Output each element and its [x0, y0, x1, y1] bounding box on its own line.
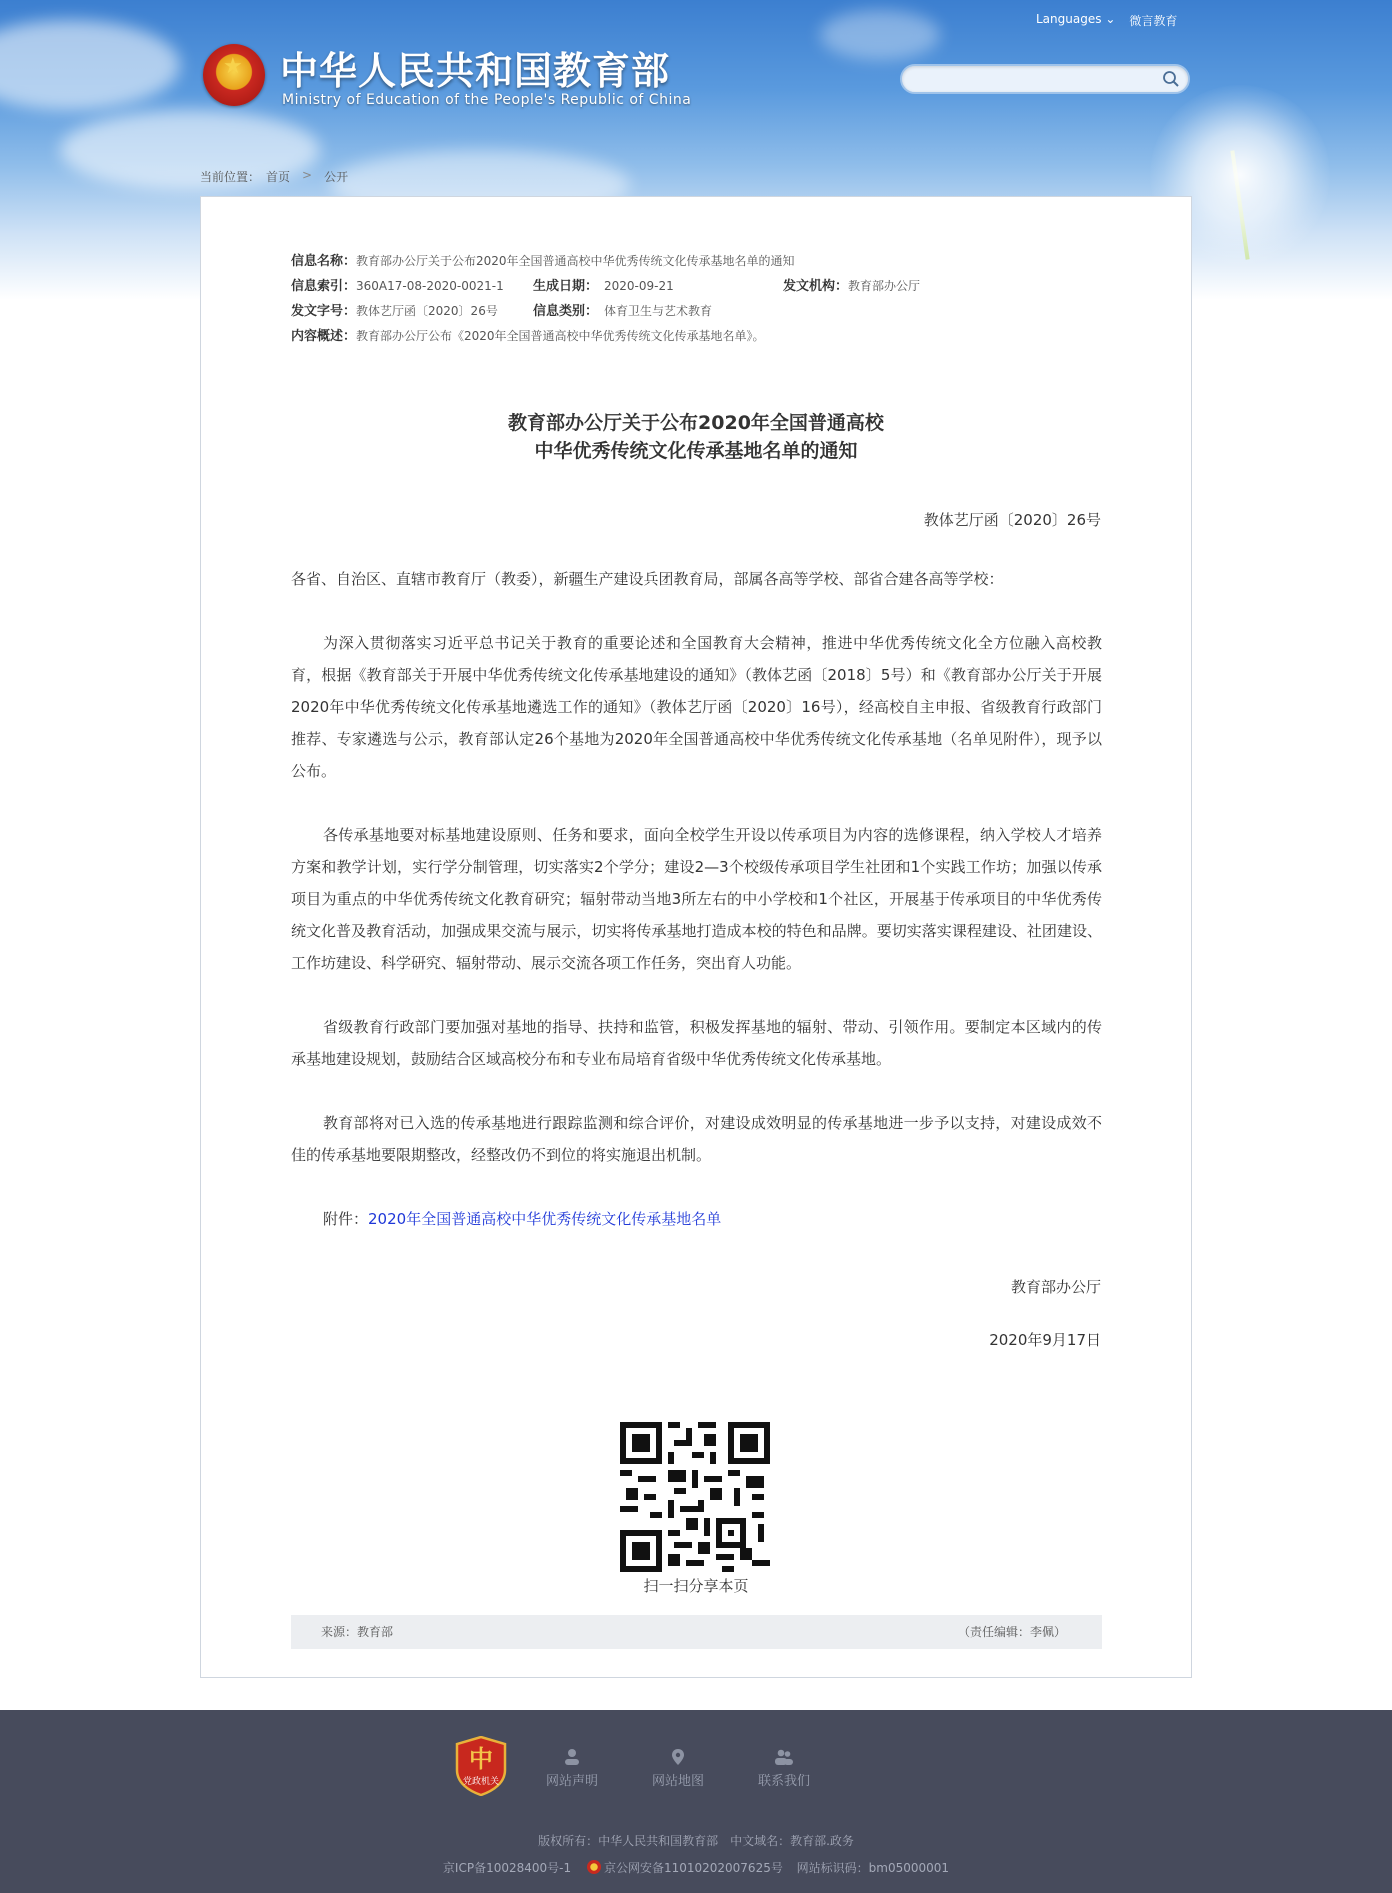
article-body: [291, 563, 1102, 1267]
signature: 教育部办公厅: [1010, 1278, 1101, 1296]
cloud-decoration: [820, 10, 940, 60]
police-badge-icon: [587, 1860, 601, 1874]
article-panel: [200, 196, 1192, 1678]
cloud-decoration: [0, 20, 180, 110]
attachment-link[interactable]: 2020年全国普通高校中华优秀传统文化传承基地名单: [368, 1210, 722, 1228]
chevron-right-icon: >: [302, 168, 313, 182]
qr-code: [620, 1422, 770, 1572]
article-title-line2: 中华优秀传统文化传承基地名单的通知: [534, 440, 858, 462]
site-subtitle: Ministry of Education of the People's Republic of China: [282, 92, 692, 108]
attachment-label: 附件：: [323, 1210, 369, 1228]
footer-link-label: 联系我们: [758, 1774, 811, 1789]
meta-issuer-value: 教育部办公厅: [848, 279, 921, 293]
top-links: [1036, 12, 1177, 29]
paragraph: 教育部将对已入选的传承基地进行跟踪监测和综合评价，对建设成效明显的传承基地进一步予以支持，对建设成效不佳的传承基地要限期整改，经整改仍不到位的将实施退出机制。: [291, 1114, 1102, 1164]
svg-text:中: 中: [469, 1745, 493, 1773]
meta-index-value: 360A17-08-2020-0021-1: [356, 279, 504, 293]
footer-link-label: 网站声明: [546, 1774, 599, 1789]
paragraph: 省级教育行政部门要加强对基地的指导、扶持和监管，积极发挥基地的辐射、带动、引领作用。要制定本区域内的传承基地建设规划，鼓励结合区域高校分布和专业布局培育省级中华优秀传统文化传承基地。: [291, 1018, 1102, 1068]
article-title: [201, 409, 1191, 465]
article-title-line1: 教育部办公厅关于公布2020年全国普通高校: [508, 412, 884, 434]
meta-date-value: 2020-09-21: [604, 279, 674, 293]
meta-category-label: 信息类别：: [533, 304, 599, 319]
breadcrumb-home[interactable]: 首页: [266, 170, 291, 184]
info-metadata: [291, 249, 1102, 349]
paragraph: 各传承基地要对标基地建设原则、任务和要求，面向全校学生开设以传承项目为内容的选修课程，纳入学校人才培养方案和教学计划，实行学分制管理，切实落实2个学分；建设2—3个校级传承项目学生社团和1个实践工作坊；加强以传承项目为重点的中华优秀传统文化教育研究；辐射带动当地3所左右的中小学校和1个社区，开展基于传承项目的中华优秀传统文化普及教育活动，加强成果交流与展示，切实将传承基地打造成本校的特色和品牌。要切实落实课程建设、社团建设、工作坊建设、科学研究、辐射带动、展示交流各项工作任务，突出育人功能。: [291, 826, 1102, 972]
site-footer: [0, 1710, 1392, 1893]
attachment: [291, 1203, 1102, 1235]
sign-date: 2020年9月17日: [989, 1331, 1101, 1349]
footer-link-sitemap[interactable]: [652, 1748, 704, 1789]
footer-link-label: 网站地图: [652, 1774, 705, 1789]
footer-link-statement[interactable]: [546, 1748, 598, 1789]
meta-index-label: 信息索引：: [291, 279, 357, 294]
contacts-icon: [775, 1748, 793, 1766]
footer-copyright: 版权所有：中华人民共和国教育部 中文域名：教育部.政务: [538, 1834, 854, 1848]
svg-text:党政机关: 党政机关: [462, 1777, 500, 1787]
paragraph: 为深入贯彻落实习近平总书记关于教育的重要论述和全国教育大会精神，推进中华优秀传统文化全方位融入高校教育，根据《教育部关于开展中华优秀传统文化传承基地建设的通知》（教体艺函〔2018〕5号）和《教育部办公厅关于开展2020年中华优秀传统文化传承基地遴选工作的通知》（教体艺厅函〔2020〕16号），经高校自主申报、省级教育行政部门推荐、专家遴选与公示，教育部认定26个基地为2020年全国普通高校中华优秀传统文化传承基地（名单见附件），现予以公布。: [291, 634, 1102, 780]
map-pin-icon: [669, 1748, 687, 1766]
languages-link[interactable]: Languages ⌄: [1036, 12, 1116, 26]
document-number: 教体艺厅函〔2020〕26号: [923, 511, 1101, 529]
footer-link-contact[interactable]: [758, 1748, 810, 1789]
police-record[interactable]: 京公网安备11010202007625号: [587, 1861, 783, 1875]
footer-registration: [0, 1859, 1392, 1876]
editor-label: （责任编辑：李佩）: [957, 1625, 1066, 1639]
meta-name-value: 教育部办公厅关于公布2020年全国普通高校中华优秀传统文化传承基地名单的通知: [356, 254, 795, 268]
search-box: [900, 64, 1190, 94]
national-emblem-icon: ★: [203, 44, 265, 106]
icp-link[interactable]: 京ICP备10028400号-1: [442, 1861, 572, 1875]
meta-name-label: 信息名称：: [291, 254, 357, 269]
chevron-down-icon: ⌄: [1105, 12, 1116, 26]
salutation: 各省、自治区、直辖市教育厅（教委），新疆生产建设兵团教育局，部属各高等学校、部省合建各高等学校：: [291, 570, 1004, 588]
breadcrumb: [200, 168, 348, 185]
breadcrumb-current[interactable]: 公开: [324, 170, 349, 184]
meta-summary-value: 教育部办公厅公布《2020年全国普通高校中华优秀传统文化传承基地名单》。: [356, 329, 765, 343]
source-bar: [291, 1615, 1102, 1649]
site-title[interactable]: 中华人民共和国教育部: [280, 49, 671, 93]
meta-issuer-label: 发文机构：: [783, 279, 849, 294]
meta-docno-value: 教体艺厅函〔2020〕26号: [356, 304, 498, 318]
source-label: 来源：教育部: [321, 1625, 394, 1639]
breadcrumb-prefix: 当前位置：: [200, 170, 261, 184]
meta-docno-label: 发文字号：: [291, 304, 357, 319]
meta-summary-label: 内容概述：: [291, 329, 357, 344]
qr-caption: 扫一扫分享本页: [643, 1577, 749, 1595]
meta-category-value: 体育卫生与艺术教育: [604, 304, 713, 318]
party-government-badge-icon[interactable]: [455, 1736, 507, 1796]
meta-date-label: 生成日期：: [533, 279, 599, 294]
search-input[interactable]: [914, 66, 1154, 92]
site-code: 网站标识码：bm05000001: [796, 1861, 950, 1875]
weibo-link[interactable]: 微言教育: [1129, 14, 1178, 28]
user-icon: [563, 1748, 581, 1766]
search-icon[interactable]: [1162, 70, 1180, 88]
